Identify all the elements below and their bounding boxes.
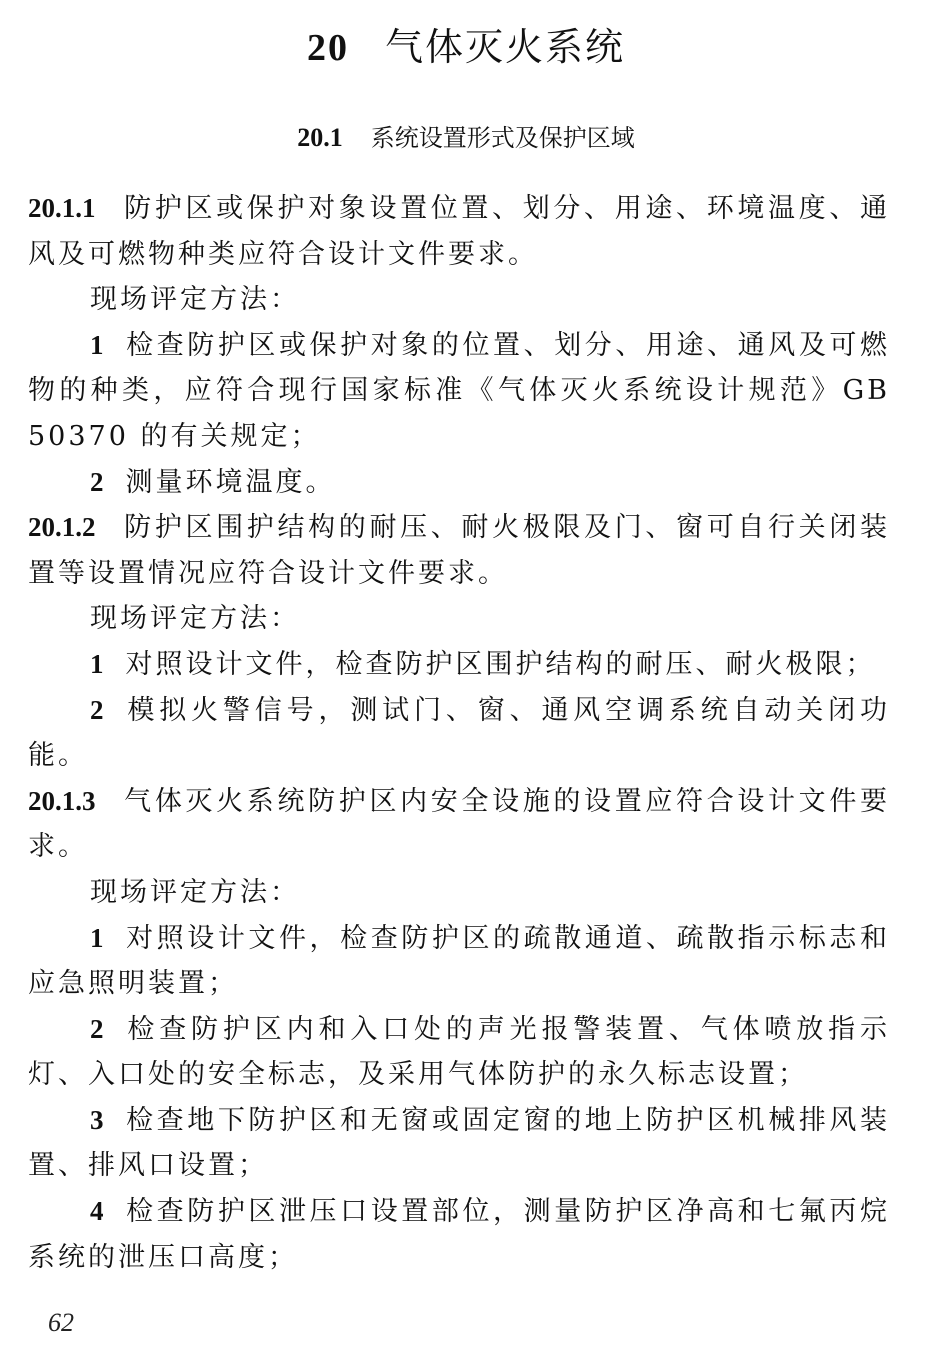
chapter-title	[0, 22, 932, 73]
item-number: 2	[90, 466, 104, 497]
item-text: 模拟火警信号，测试门、窗、通风空调系统自动关闭功能。	[28, 694, 890, 772]
item-text: 检查地下防护区和无窗或固定窗的地上防护区机械排风装置、排风口设置；	[28, 1104, 890, 1182]
item-text: 对照设计文件，检查防护区围护结构的耐压、耐火极限；	[125, 648, 876, 680]
item-number: 1	[90, 648, 104, 679]
method-item	[28, 1007, 890, 1098]
item-number: 3	[90, 1104, 104, 1135]
item-text: 检查防护区内和入口处的声光报警装置、气体喷放指示灯、入口处的安全标志，及采用气体防护的永久标志设置；	[28, 1013, 890, 1091]
method-label: 现场评定方法：	[90, 284, 300, 316]
chapter-number: 20	[306, 27, 349, 69]
clause-number: 20.1.3	[28, 785, 96, 816]
item-text: 检查防护区或保护对象的位置、划分、用途、通风及可燃物的种类，应符合现行国家标准《气体灭火系统设计规范》GB 50370 的有关规定；	[28, 329, 890, 452]
clause-20-1-1	[28, 186, 890, 277]
item-number: 2	[90, 1013, 104, 1044]
method-item	[28, 916, 890, 1007]
method-item	[28, 460, 890, 506]
clause-text: 气体灭火系统防护区内安全设施的设置应符合设计文件要求。	[28, 785, 890, 863]
item-number: 1	[90, 922, 104, 953]
method-label: 现场评定方法：	[90, 876, 300, 908]
clause-number: 20.1.2	[28, 512, 96, 543]
method-item	[28, 323, 890, 460]
document-body	[28, 186, 890, 1280]
page-number: 62	[48, 1308, 74, 1337]
item-number: 4	[90, 1196, 104, 1227]
item-text: 测量环境温度。	[125, 466, 336, 498]
item-number: 2	[90, 694, 104, 725]
clause-text: 防护区围护结构的耐压、耐火极限及门、窗可自行关闭装置等设置情况应符合设计文件要求。	[28, 512, 890, 589]
clause-number: 20.1.1	[28, 193, 96, 223]
method-item	[28, 642, 890, 688]
section-number: 20.1	[297, 123, 343, 152]
method-item	[28, 1189, 890, 1280]
method-label: 现场评定方法：	[90, 603, 300, 635]
section-title	[0, 118, 932, 158]
chapter-title-text: 气体灭火系统	[384, 25, 625, 69]
method-item	[28, 1098, 890, 1189]
clause-20-1-2	[28, 505, 890, 596]
clause-text: 防护区或保护对象设置位置、划分、用途、环境温度、通风及可燃物种类应符合设计文件要求。	[28, 193, 890, 270]
clause-20-1-3	[28, 779, 890, 870]
item-number: 1	[90, 329, 104, 360]
method-item	[28, 688, 890, 779]
item-text: 对照设计文件，检查防护区的疏散通道、疏散指示标志和应急照明装置；	[28, 922, 890, 1000]
section-title-text: 系统设置形式及保护区域	[370, 124, 635, 152]
item-text: 检查防护区泄压口设置部位，测量防护区净高和七氟丙烷系统的泄压口高度；	[28, 1196, 890, 1273]
